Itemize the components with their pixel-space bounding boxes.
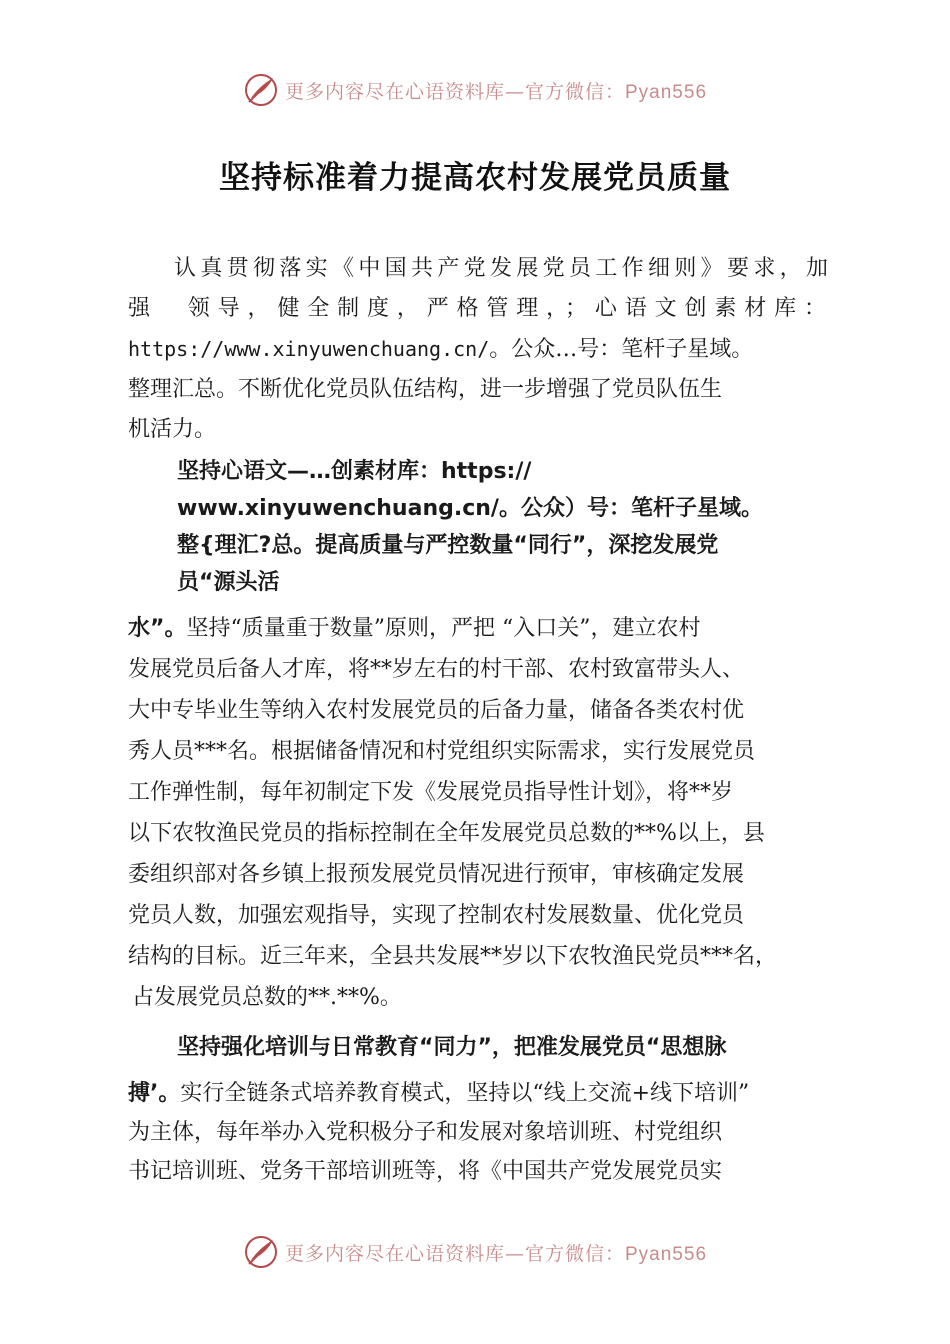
intro-line: 机活力。 — [128, 417, 217, 442]
intro-url: https://www.xinyuwenchuang.cn/ — [128, 337, 490, 361]
intro-line: 认真贯彻落实《中国共产党发展党员工作细则》要求，加 — [174, 256, 828, 281]
header-wechat-id: Pyan556 — [625, 81, 708, 103]
footer-text — [285, 1239, 707, 1266]
section2-line — [128, 1074, 828, 1113]
section1-line: 大中专毕业生等纳入农村发展党员的后备力量，储备各类农村优 — [128, 698, 745, 723]
section1-line: 结构的目标。近三年来，全县共发展**岁以下农牧渔民党员***名， — [128, 944, 778, 969]
section2-heading-line: 坚持强化培训与日常教育“同力”，把准发展党员“思想脉 — [177, 1035, 727, 1060]
section1-body — [128, 608, 828, 1018]
page-footer — [0, 1232, 950, 1272]
header-text — [285, 77, 707, 104]
section1-lead: 水”。 — [128, 616, 187, 641]
footer-label: 更多内容尽在心语资料库—官方微信： — [284, 1242, 625, 1265]
section1-line — [128, 608, 828, 649]
section1-line: 占发展党员总数的**.**%。 — [132, 985, 402, 1010]
section1-line: 秀人员***名。根据储备情况和村党组织实际需求，实行发展党员 — [128, 739, 756, 764]
section2-lead: 搏’。 — [128, 1081, 181, 1106]
section1-line: 以下农牧渔民党员的指标控制在全年发展党员总数的**%以上，县 — [128, 821, 765, 846]
intro-line: 整理汇总。不断优化党员队伍结构，进一步增强了党员队伍生 — [128, 377, 723, 402]
header-label: 更多内容尽在心语资料库—官方微信： — [284, 80, 625, 103]
section1-heading-line: 整{理汇?总。提高质量与严控数量“同行”，深挖发展党 — [177, 533, 719, 558]
quill-logo-icon — [243, 1234, 279, 1270]
intro-paragraph — [128, 249, 828, 450]
section2-heading — [177, 1028, 857, 1068]
section1-line: 工作弹性制，每年初制定下发《发展党员指导性计划》，将**岁 — [128, 780, 734, 805]
section2-body — [128, 1074, 828, 1191]
section2-line: 书记培训班、党务干部培训班等，将《中国共产党发展党员实 — [128, 1159, 723, 1184]
section1-line-text: 坚持“质量重于数量”原则，严把 “入口关”，建立农村 — [186, 616, 701, 641]
section1-heading — [177, 453, 857, 601]
intro-line-rest: 。公众…号：笔杆子星域。 — [489, 337, 754, 362]
page-title: 坚持标准着力提高农村发展党员质量 — [219, 160, 731, 196]
section1-line: 委组织部对各乡镇上报预发展党员情况进行预审，审核确定发展 — [128, 862, 745, 887]
footer-wechat-id: Pyan556 — [625, 1243, 708, 1265]
section1-heading-line: 坚持心语文—…创素材库：https:// — [177, 459, 532, 484]
section1-heading-line: 员“源头活 — [177, 570, 280, 595]
section1-line: 党员人数，加强宏观指导，实现了控制农村发展数量、优化党员 — [128, 903, 745, 928]
quill-logo-icon — [243, 72, 279, 108]
section1-heading-line: www.xinyuwenchuang.cn/。公众）号：笔杆子星域。 — [177, 496, 763, 521]
intro-line: 强 领导，健全制度，严格管理，；心语文创素材库： — [128, 296, 828, 321]
page-header — [0, 70, 950, 110]
section1-line: 发展党员后备人才库，将**岁左右的村干部、农村致富带头人、 — [128, 657, 745, 682]
section2-line: 为主体，每年举办入党积极分子和发展对象培训班、村党组织 — [128, 1120, 723, 1145]
section2-line-text: 实行全链条式培养教育模式，坚持以“线上交流+线下培训” — [180, 1081, 750, 1106]
intro-line — [128, 329, 828, 370]
